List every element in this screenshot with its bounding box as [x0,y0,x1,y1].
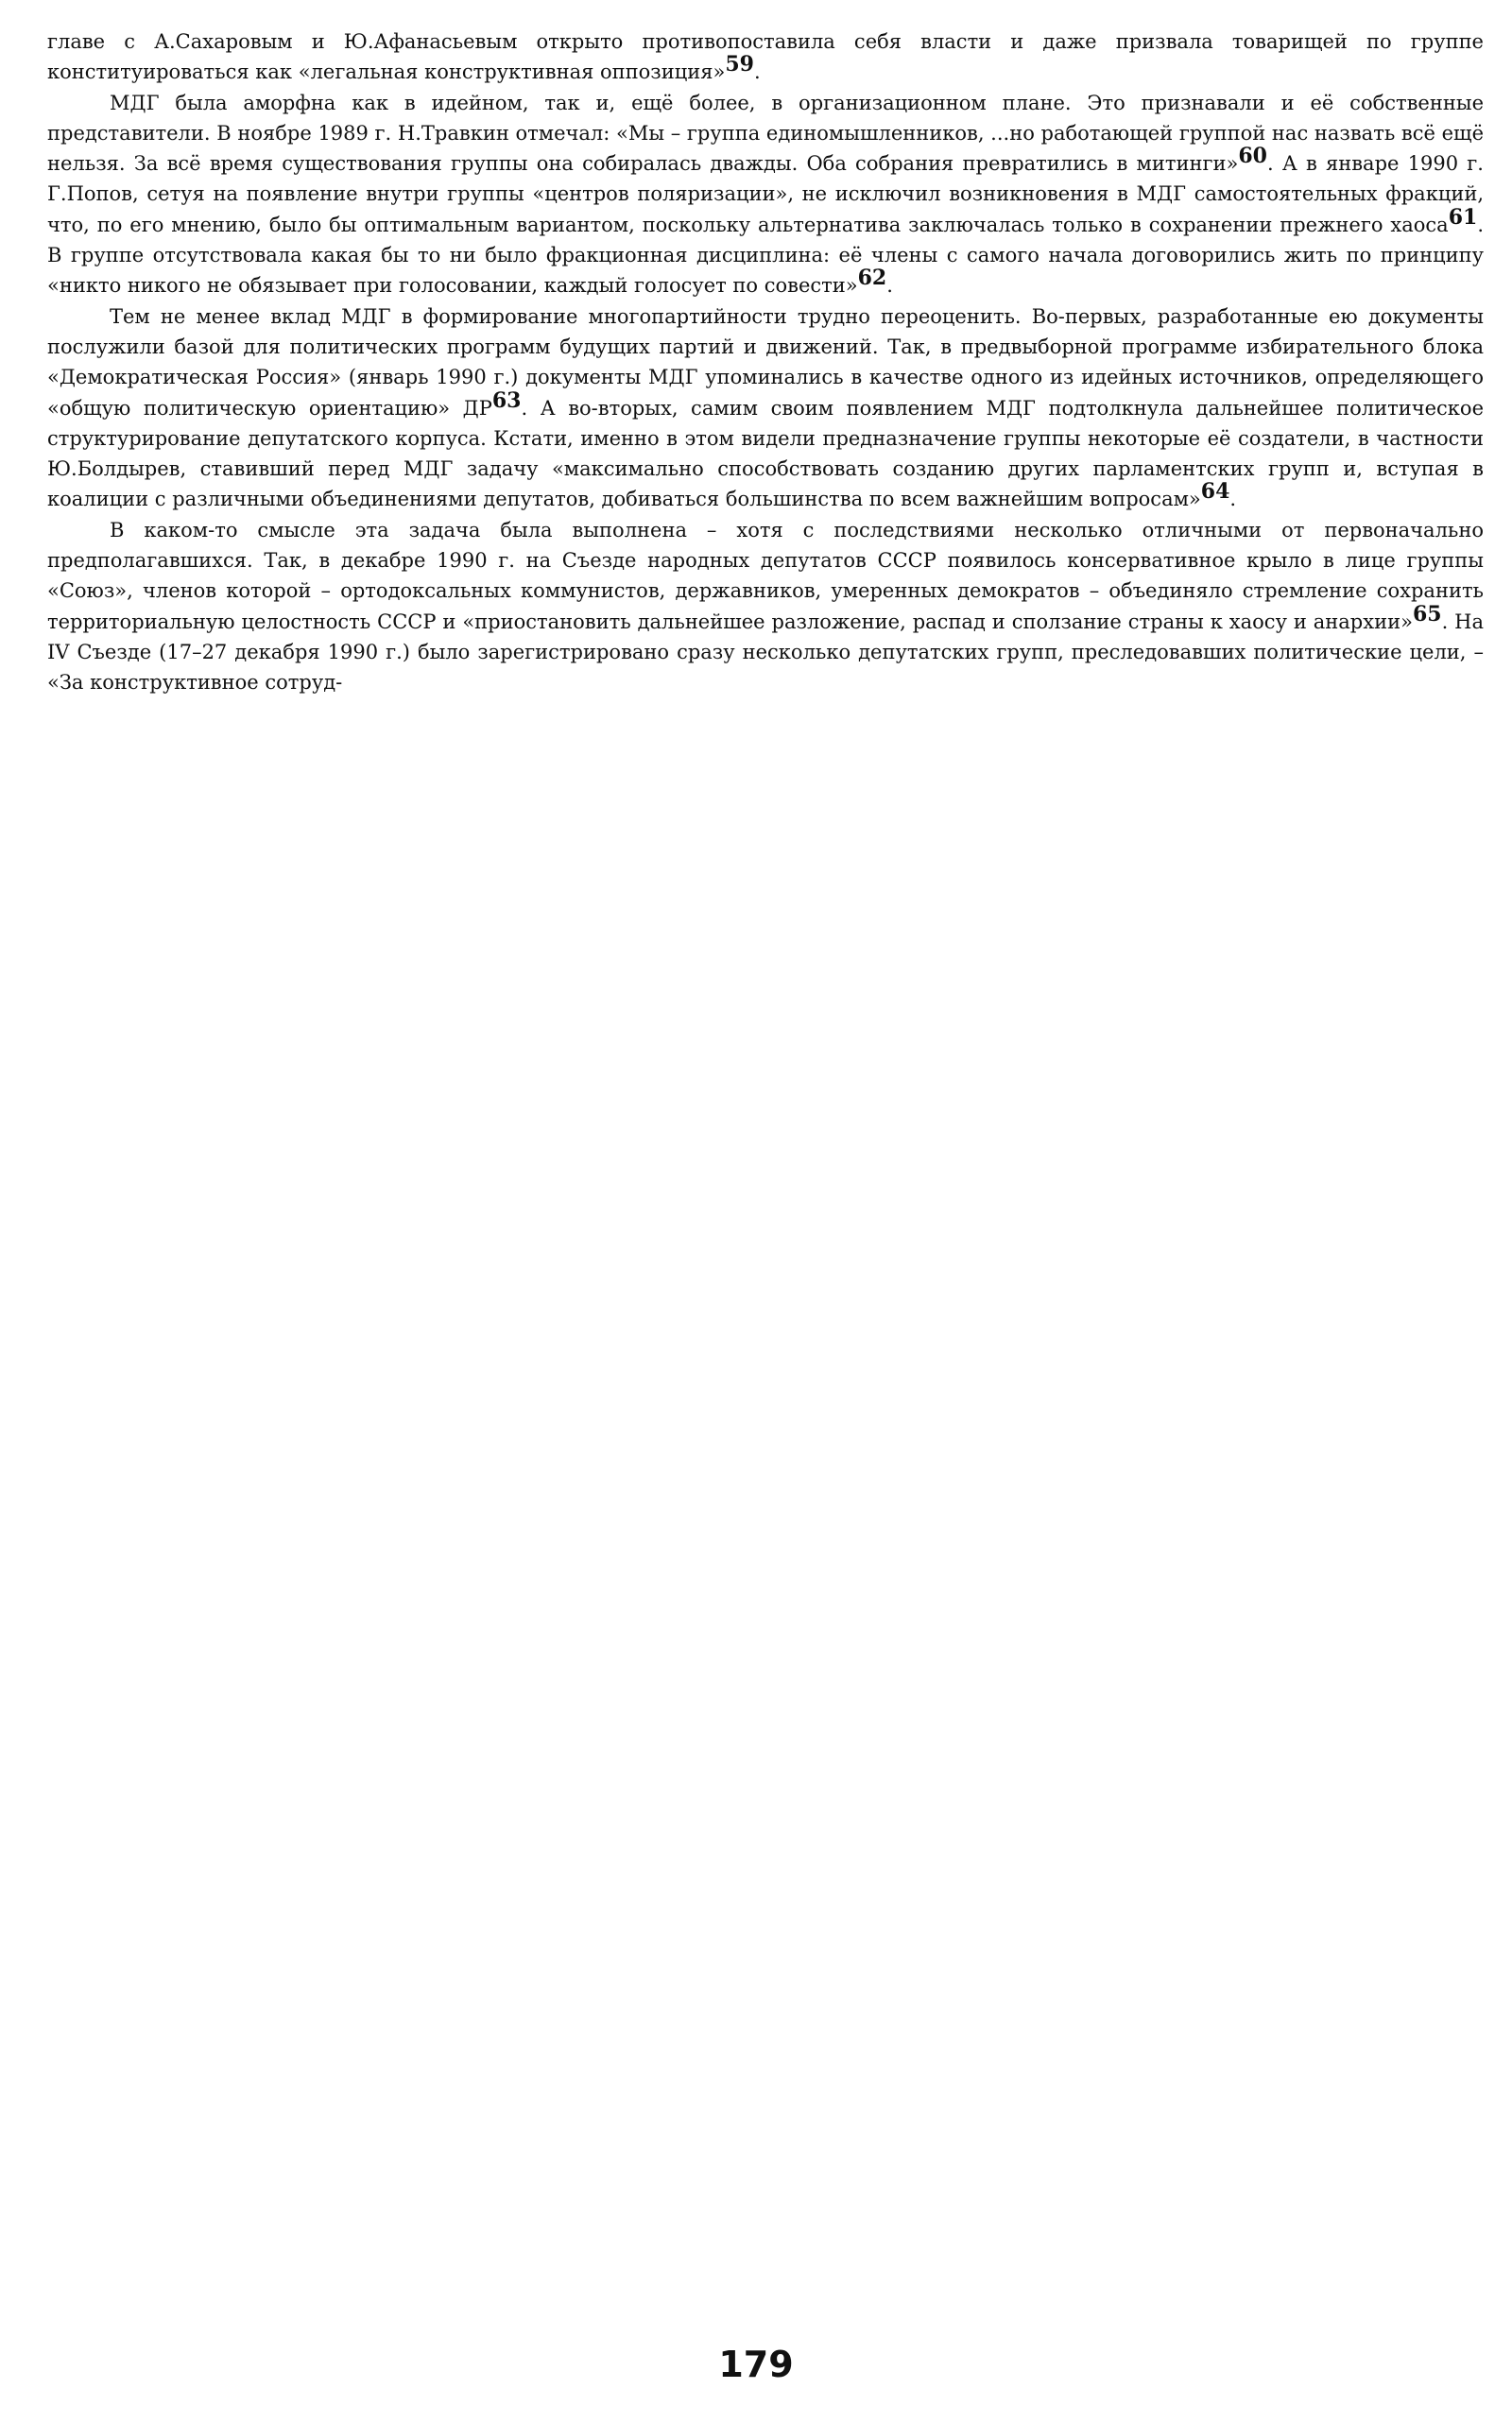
paragraph-text: МДГ была аморфна как в идейном, так и, ещё более, в организационном плане. Это признавали и её собственные представители. В ноябре 1989 г. Н.Травкин отмечал: «Мы – группа единомышленников, ...но работающей группой нас назвать всё ещё нельзя. За всё время существования группы она собиралась дважды. Оба собрания превратились в митинги» [47,91,1484,176]
footnote-marker: 61 [1448,204,1478,230]
paragraph [47,88,1484,301]
footnote-marker: 63 [491,387,522,413]
paragraph-text: главе с А.Сахаровым и Ю.Афанасьевым открыто противопоставила себя власти и даже призвала товарищей по группе конституироваться как «легальная конструктивная оппозиция» [47,30,1484,84]
paragraph-text: . [753,60,761,84]
page-number: 179 [718,2344,794,2385]
paragraph-text: Тем не менее вклад МДГ в формирование многопартийности трудно переоценить. Во-первых, разработанные ею документы послужили базой для политических программ будущих партий и движений. Так, в предвыборной программе избирательного блока «Демократическая Россия» (январь 1990 г.) документы МДГ упоминались в качестве одного из идейных источников, определяющего «общую политическую ориентацию» ДР [47,304,1484,420]
footnote-marker: 64 [1200,479,1230,505]
paragraph [47,515,1484,698]
footnote-marker: 65 [1412,601,1442,627]
paragraph-text: . А в январе 1990 г. Г.Попов, сетуя на появление внутри группы «центров поляризации», не исключил возникновения в МДГ самостоятельных фракций, что, по его мнению, было бы оптимальным вариантом, поскольку альтернатива заключалась только в сохранении прежнего хаоса [47,152,1484,236]
paragraph-text: . А во-вторых, самим своим появлением МДГ подтолкнула дальнейшее политическое структурирование депутатского корпуса. Кстати, именно в этом видели предназначение группы некоторые её создатели, в частности Ю.Болдырев, ставивший перед МДГ задачу «максимально способствовать созданию других парламентских групп и, вступая в коалиции с различными объединениями депутатов, добиваться большинства по всем важнейшим вопросам» [47,396,1484,511]
paragraph-text: . На IV Съезде (17–27 декабря 1990 г.) было зарегистрировано сразу несколько депутатских групп, преследовавших политические цели, – «За конструктивное сотруд- [47,610,1485,695]
paragraph [47,301,1484,515]
footnote-marker: 60 [1238,144,1267,169]
paragraph-text: В каком-то смысле эта задача была выполнена – хотя с последствиями несколько отличными от первоначально предполагавшихся. Так, в декабре 1990 г. на Съезде народных депутатов СССР появилось консервативное крыло в лице группы «Союз», членов которой – ортодоксальных коммунистов, державников, умеренных демократов – объединяло стремление сохранить территориальную целостность СССР и «приостановить дальнейшее разложение, распад и сползание страны к хаосу и анархии» [47,518,1484,633]
paragraph-text: . В группе отсутствовала какая бы то ни было фракционная дисциплина: её члены с самого начала договорились жить по принципу «никто никого не обязывает при голосовании, каждый голосует по совести» [47,213,1484,298]
page-body [47,26,1484,2389]
footnote-marker: 59 [725,52,754,77]
paragraph [47,26,1484,88]
footnote-marker: 62 [857,266,887,291]
paragraph-text: . [1229,488,1237,511]
paragraph-text: . [886,274,893,298]
